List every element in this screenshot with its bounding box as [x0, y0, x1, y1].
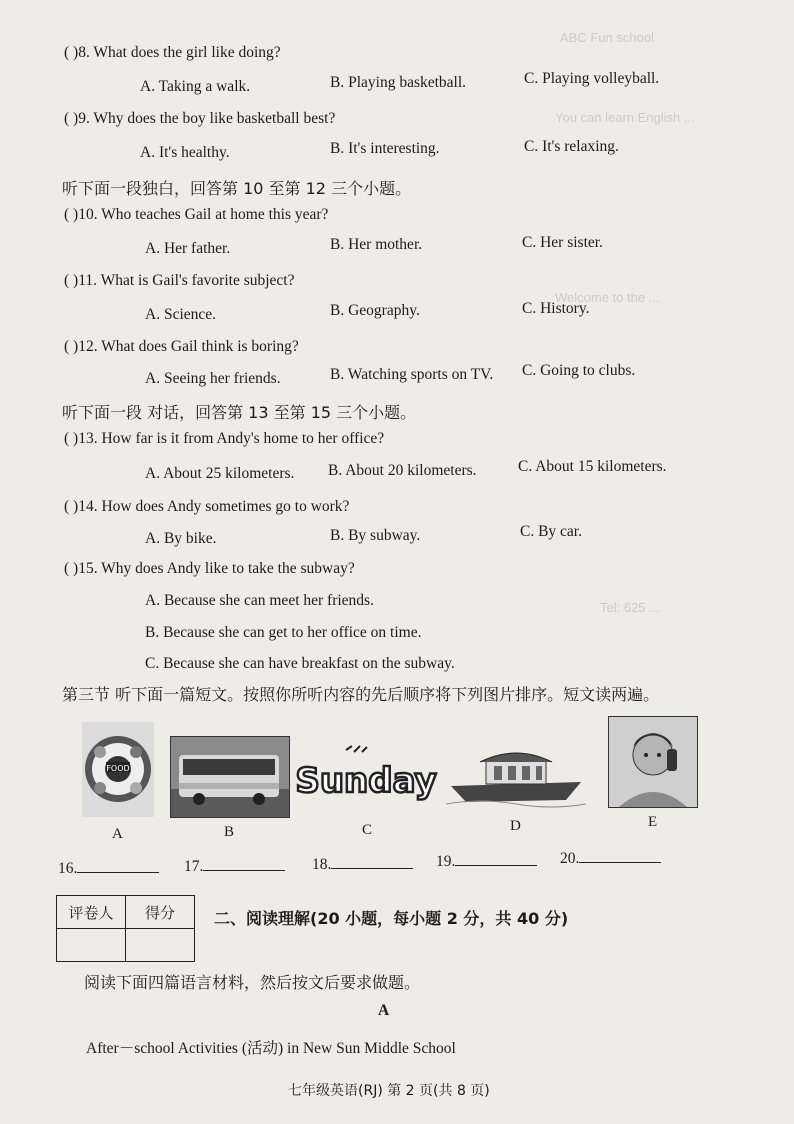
picture-a-label: A — [112, 826, 123, 842]
question-11-stem: ( )11. What is Gail's favorite subject? — [64, 272, 295, 289]
question-15-option-a: A. Because she can meet her friends. — [145, 592, 374, 609]
score-cell[interactable] — [126, 929, 195, 962]
answer-blank-17[interactable]: 17. — [184, 856, 285, 876]
question-14-option-a: A. By bike. — [145, 530, 217, 547]
picture-b-bus — [170, 736, 290, 818]
question-14-option-b: B. By subway. — [330, 527, 421, 544]
answer-blank-20[interactable]: 20. — [560, 848, 661, 868]
question-11-option-c: C. History. — [522, 300, 590, 317]
question-9-option-c: C. It's relaxing. — [524, 138, 619, 155]
question-13-option-b: B. About 20 kilometers. — [328, 462, 477, 479]
picture-d-label: D — [510, 818, 521, 834]
grader-cell[interactable] — [57, 929, 126, 962]
score-table — [56, 895, 195, 962]
passage-letter: A — [378, 1002, 390, 1019]
bleed-through-text: ABC Fun school — [560, 30, 654, 45]
picture-e-label: E — [648, 814, 658, 830]
question-14-stem: ( )14. How does Andy sometimes go to work? — [64, 498, 350, 515]
bleed-through-text: Tel: 625 ... — [600, 600, 660, 615]
question-8-stem: ( )8. What does the girl like doing? — [64, 44, 281, 61]
passage-title: After－school Activities (活动) in New Sun Middle School — [86, 1040, 456, 1057]
question-13-option-c: C. About 15 kilometers. — [518, 458, 667, 475]
answer-blank-16[interactable]: 16. — [58, 858, 159, 878]
question-14-option-c: C. By car. — [520, 523, 582, 540]
answer-blank-18[interactable]: 18. — [312, 854, 413, 874]
sunday-word: Sunday — [295, 761, 437, 801]
question-10-option-b: B. Her mother. — [330, 236, 423, 253]
food-label: FOOD — [106, 764, 130, 773]
grader-header: 评卷人 — [57, 896, 126, 929]
picture-a-food-wheel — [82, 722, 154, 817]
question-13-stem: ( )13. How far is it from Andy's home to her office? — [64, 430, 385, 447]
question-8-option-c: C. Playing volleyball. — [524, 70, 660, 87]
section-3-instruction: 第三节 听下面一篇短文。按照你所听内容的先后顺序将下列图片排序。短文读两遍。 — [62, 685, 660, 704]
part-2-instruction: 阅读下面四篇语言材料，然后按文后要求做题。 — [84, 973, 421, 992]
question-10-option-a: A. Her father. — [145, 240, 231, 257]
question-11-option-b: B. Geography. — [330, 302, 420, 319]
question-8-option-a: A. Taking a walk. — [140, 78, 251, 95]
question-9-stem: ( )9. Why does the boy like basketball best? — [64, 110, 336, 127]
bleed-through-text: You can learn English ... — [555, 110, 695, 125]
question-10-stem: ( )10. Who teaches Gail at home this year? — [64, 206, 329, 223]
part-2-title: 二、阅读理解(20 小题，每小题 2 分，共 40 分) — [214, 909, 569, 928]
page-footer: 七年级英语(RJ) 第 2 页(共 8 页) — [288, 1083, 490, 1099]
picture-c-label: C — [362, 822, 373, 838]
question-12-option-b: B. Watching sports on TV. — [330, 366, 494, 383]
question-8-option-b: B. Playing basketball. — [330, 74, 467, 91]
picture-d-boat — [446, 738, 586, 810]
question-12-stem: ( )12. What does Gail think is boring? — [64, 338, 299, 355]
question-15-stem: ( )15. Why does Andy like to take the subway? — [64, 560, 355, 577]
question-13-option-a: A. About 25 kilometers. — [145, 465, 295, 482]
question-9-option-a: A. It's healthy. — [140, 144, 230, 161]
picture-b-label: B — [224, 824, 235, 840]
instruction-13-15: 听下面一段 对话，回答第 13 至第 15 三个小题。 — [62, 403, 417, 422]
score-header: 得分 — [126, 896, 195, 929]
question-10-option-c: C. Her sister. — [522, 234, 603, 251]
instruction-10-12: 听下面一段独白，回答第 10 至第 12 三个小题。 — [62, 179, 412, 198]
question-12-option-a: A. Seeing her friends. — [145, 370, 281, 387]
picture-e-phone-call — [608, 716, 698, 808]
question-15-option-c: C. Because she can have breakfast on the subway. — [145, 655, 455, 672]
question-9-option-b: B. It's interesting. — [330, 140, 440, 157]
question-12-option-c: C. Going to clubs. — [522, 362, 636, 379]
picture-c-sunday — [295, 740, 437, 810]
question-11-option-a: A. Science. — [145, 306, 217, 323]
answer-blank-19[interactable]: 19. — [436, 851, 537, 871]
question-15-option-b: B. Because she can get to her office on time. — [145, 624, 422, 641]
bleed-through-text: Welcome to the ... — [555, 290, 660, 305]
